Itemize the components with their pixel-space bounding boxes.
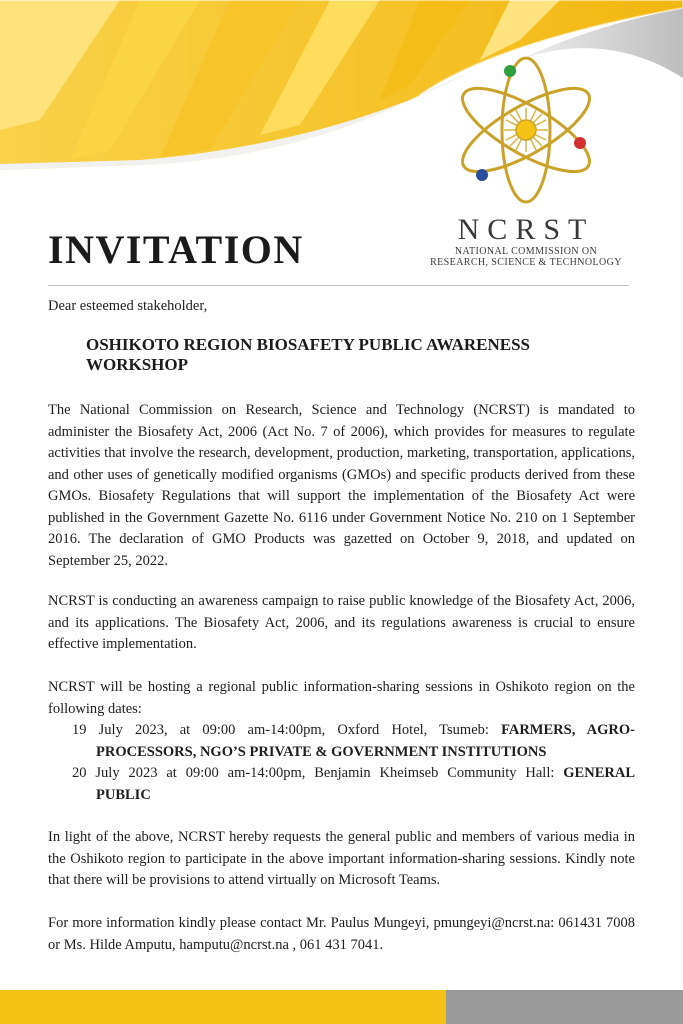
paragraph-sessions-intro: NCRST will be hosting a regional public information-sharing sessions in Oshikoto region on the following dates: [48,679,635,717]
workshop-heading: OSHIKOTO REGION BIOSAFETY PUBLIC AWARENESS WORKSHOP [86,335,531,374]
paragraph-contact: For more information kindly please contact Mr. Paulus Mungeyi, pmungeyi@ncrst.na: 061431 7008 or Ms. Hilde Amputu, hamputu@ncrst.na , 061 431 7041. [48,915,635,953]
paragraph-mandate: The National Commission on Research, Science and Technology (NCRST) is mandated to administer the Biosafety Act, 2006 (Act No. 7 of 2006), which provides for measures to regulate activities that involve the research, development, production, marketing, transportation, applications, and other uses of genetically modified organisms (GMOs) and specific products derived from these GMOs. Biosafety Regulations that will support the implementation of the Biosafety Act were published in the Government Gazette No. 6116 under Government Notice No. 210 on 1 September 2016. The declaration of GMO Products was gazetted on October 9, 2018, and updated on September 25, 2022. [48,402,635,569]
logo-name-line2: RESEARCH, SCIENCE & TECHNOLOGY [430,257,622,268]
session-details: 20 July 2023 at 09:00 am-14:00pm, Benjamin Kheimseb Community Hall: [72,765,564,781]
footer-bar-gold [0,990,446,1024]
logo-acronym: NCRST [457,213,595,246]
session-details: 19 July 2023, at 09:00 am-14:00pm, Oxford Hotel, Tsumeb: [72,722,502,738]
ncrst-logo [430,214,622,268]
greeting: Dear esteemed stakeholder, [48,298,208,314]
atom-sun-icon [446,50,606,210]
paragraph-campaign: NCRST is conducting an awareness campaign to raise public knowledge of the Biosafety Act, 2006, and its applications. The Biosafety Act, 2006, and its regulations awareness is crucial to ensure effective implementation. [48,593,635,652]
page-title: INVITATION [48,227,304,272]
session-audience: FARMERS, AGRO-PROCESSORS, NGO’S PRIVATE & GOVERNMENT INSTITUTIONS [96,722,636,760]
session-audience: GENERAL PUBLIC [96,765,635,803]
divider [48,285,629,286]
session-item [72,720,635,763]
paragraph-request: In light of the above, NCRST hereby requests the general public and members of various media in the Oshikoto region to participate in the above important information-sharing sessions. Kindly note that there will be provisions to attend virtually on Microsoft Teams. [48,829,635,888]
logo-name-line1: NATIONAL COMMISSION ON [454,246,598,257]
session-list [72,720,635,806]
session-item [72,763,635,806]
footer-bar-grey [446,990,683,1024]
